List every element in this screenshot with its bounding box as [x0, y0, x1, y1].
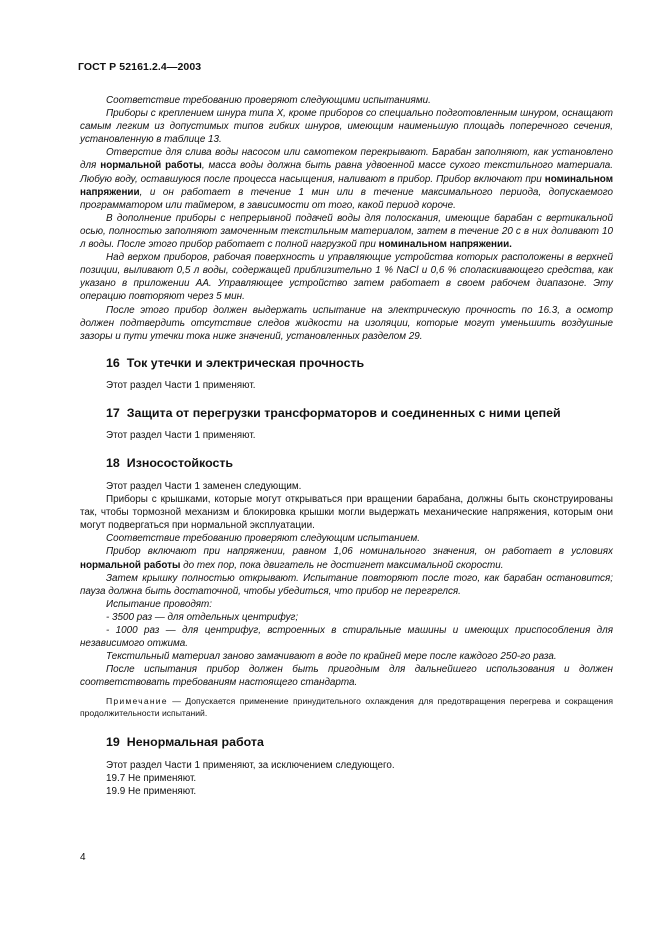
section-title: Ток утечки и электрическая прочность: [126, 355, 365, 370]
paragraph: Этот раздел Части 1 применяют, за исключением следующего.: [106, 760, 395, 772]
paragraph: [80, 545, 613, 571]
section-title: Защита от перегрузки трансформаторов и соединенных с ними цепей: [126, 405, 561, 420]
paragraph: После этого прибор должен выдержать испытание на электрическую прочность по 16.3, а осмотр должен подтвердить отсутствие следов жидкости на изоляции, которые могут уменьшить воздушные зазоры и пути утечки тока ниже значений, установленных разделом 29.: [80, 304, 613, 342]
note-text: — Допускается применение принудительного охлаждения для предотвращения перегрева и сокращения продолжительности испытаний.: [80, 696, 613, 719]
defined-term: номинальном напряжении.: [378, 239, 512, 251]
paragraph: Этот раздел Части 1 применяют.: [106, 429, 256, 441]
paragraph: Соответствие требованию проверяют следующим испытанием.: [106, 533, 420, 545]
text-run: Прибор включают при напряжении, равном 1,06 номинального значения, он работает в условиях: [106, 546, 613, 558]
list-item: - 3500 раз — для отдельных центрифуг;: [106, 611, 299, 623]
note-label: Примечание: [106, 696, 168, 707]
section-title: Износостойкость: [126, 455, 234, 470]
paragraph: 19.7 Не применяют.: [106, 773, 197, 785]
paragraph: [80, 212, 613, 251]
paragraph: Над верхом приборов, рабочая поверхность и управляющие устройства которых расположены в верхней позиции, выливают 0,5 л воды, содержащей приблизительно 1 % NaCl и 0,6 % споласкивающего средства, как указано в приложении АА. Управляющее устройство затем работает в своем рабочем диапазоне. Эту операцию повторяют через 5 мин.: [80, 252, 613, 303]
paragraph: 19.9 Не применяют.: [106, 786, 197, 798]
text-run: , и он работает в течение 1 мин или в течение максимального периода, допускаемого программатором или таймером, в зависимости от того, какой период короче.: [80, 186, 613, 211]
paragraph: [80, 146, 613, 211]
section-number: 16: [106, 355, 120, 370]
paragraph: Испытание проводят:: [106, 598, 213, 610]
section-heading-17: [106, 406, 613, 421]
paragraph: Соответствие требованию проверяют следующими испытаниями.: [106, 95, 431, 106]
text-run: , масса воды должна быть равна удвоенной массе сухого текстильного материала. Любую воду, оставшуюся после процесса насыщения, наливают в прибор. Прибор включают при: [80, 160, 614, 185]
section-heading-18: [106, 456, 613, 471]
paragraph: Этот раздел Части 1 применяют.: [106, 379, 256, 391]
document-code: ГОСТ Р 52161.2.4—2003: [78, 61, 202, 73]
paragraph: Приборы с крышками, которые могут открываться при вращении барабана, должны быть сконструированы так, чтобы тормозной механизм и блокировка крышки могли выдержать механические напряжения, которым они могут подвергаться при нормальной эксплуатации.: [80, 494, 613, 532]
defined-term: номинальном напряжении: [80, 173, 613, 198]
paragraph: Текстильный материал заново замачивают в воде по крайней мере после каждого 250-го раза.: [106, 651, 557, 663]
note: [80, 696, 613, 720]
paragraph: Приборы с креплением шнура типа X, кроме приборов со специально подготовленным шнуром, оснащают самым легким из допустимых типов гибких шнуров, имеющим наименьшую площадь поперечного сечения, установленную в таблице 13.: [80, 108, 613, 146]
section-number: 18: [106, 455, 120, 470]
text-run: Отверстие для слива воды насосом или самотеком перекрывают. Барабан заполняют, как установлено для: [80, 147, 613, 172]
section-title: Ненормальная работа: [126, 735, 264, 750]
page-number: 4: [80, 852, 86, 863]
text-run: до тех пор, пока двигатель не достигнет максимальной скорости.: [180, 559, 504, 571]
paragraph: После испытания прибор должен быть пригодным для дальнейшего использования и должен соответствовать требованиям настоящего стандарта.: [80, 664, 613, 689]
defined-term: нормальной работы: [80, 559, 181, 571]
paragraph: Этот раздел Части 1 заменен следующим.: [106, 480, 302, 492]
section-number: 19: [106, 735, 120, 750]
section-heading-16: [106, 356, 613, 371]
page-body: [80, 94, 613, 798]
text-run: В дополнение приборы с непрерывной подачей воды для полоскания, имеющие барабан с вертикальной осью, полностью заполняют замоченным текстильным материалом, затем в течение 20 с в них доливают 10 л воды. После этого прибор работает с полной нагрузкой при: [80, 212, 613, 251]
paragraph: Затем крышку полностью открывают. Испытание повторяют после того, как барабан остановится; пауза должна быть достаточной, чтобы убедиться, что прибор не перегрелся.: [80, 572, 613, 597]
section-number: 17: [106, 405, 120, 420]
list-item: - 1000 раз — для центрифуг, встроенных в стиральные машины и имеющих приспособления для независимого отжима.: [80, 625, 613, 650]
section-heading-19: [106, 735, 613, 750]
defined-term: нормальной работы: [100, 160, 202, 172]
